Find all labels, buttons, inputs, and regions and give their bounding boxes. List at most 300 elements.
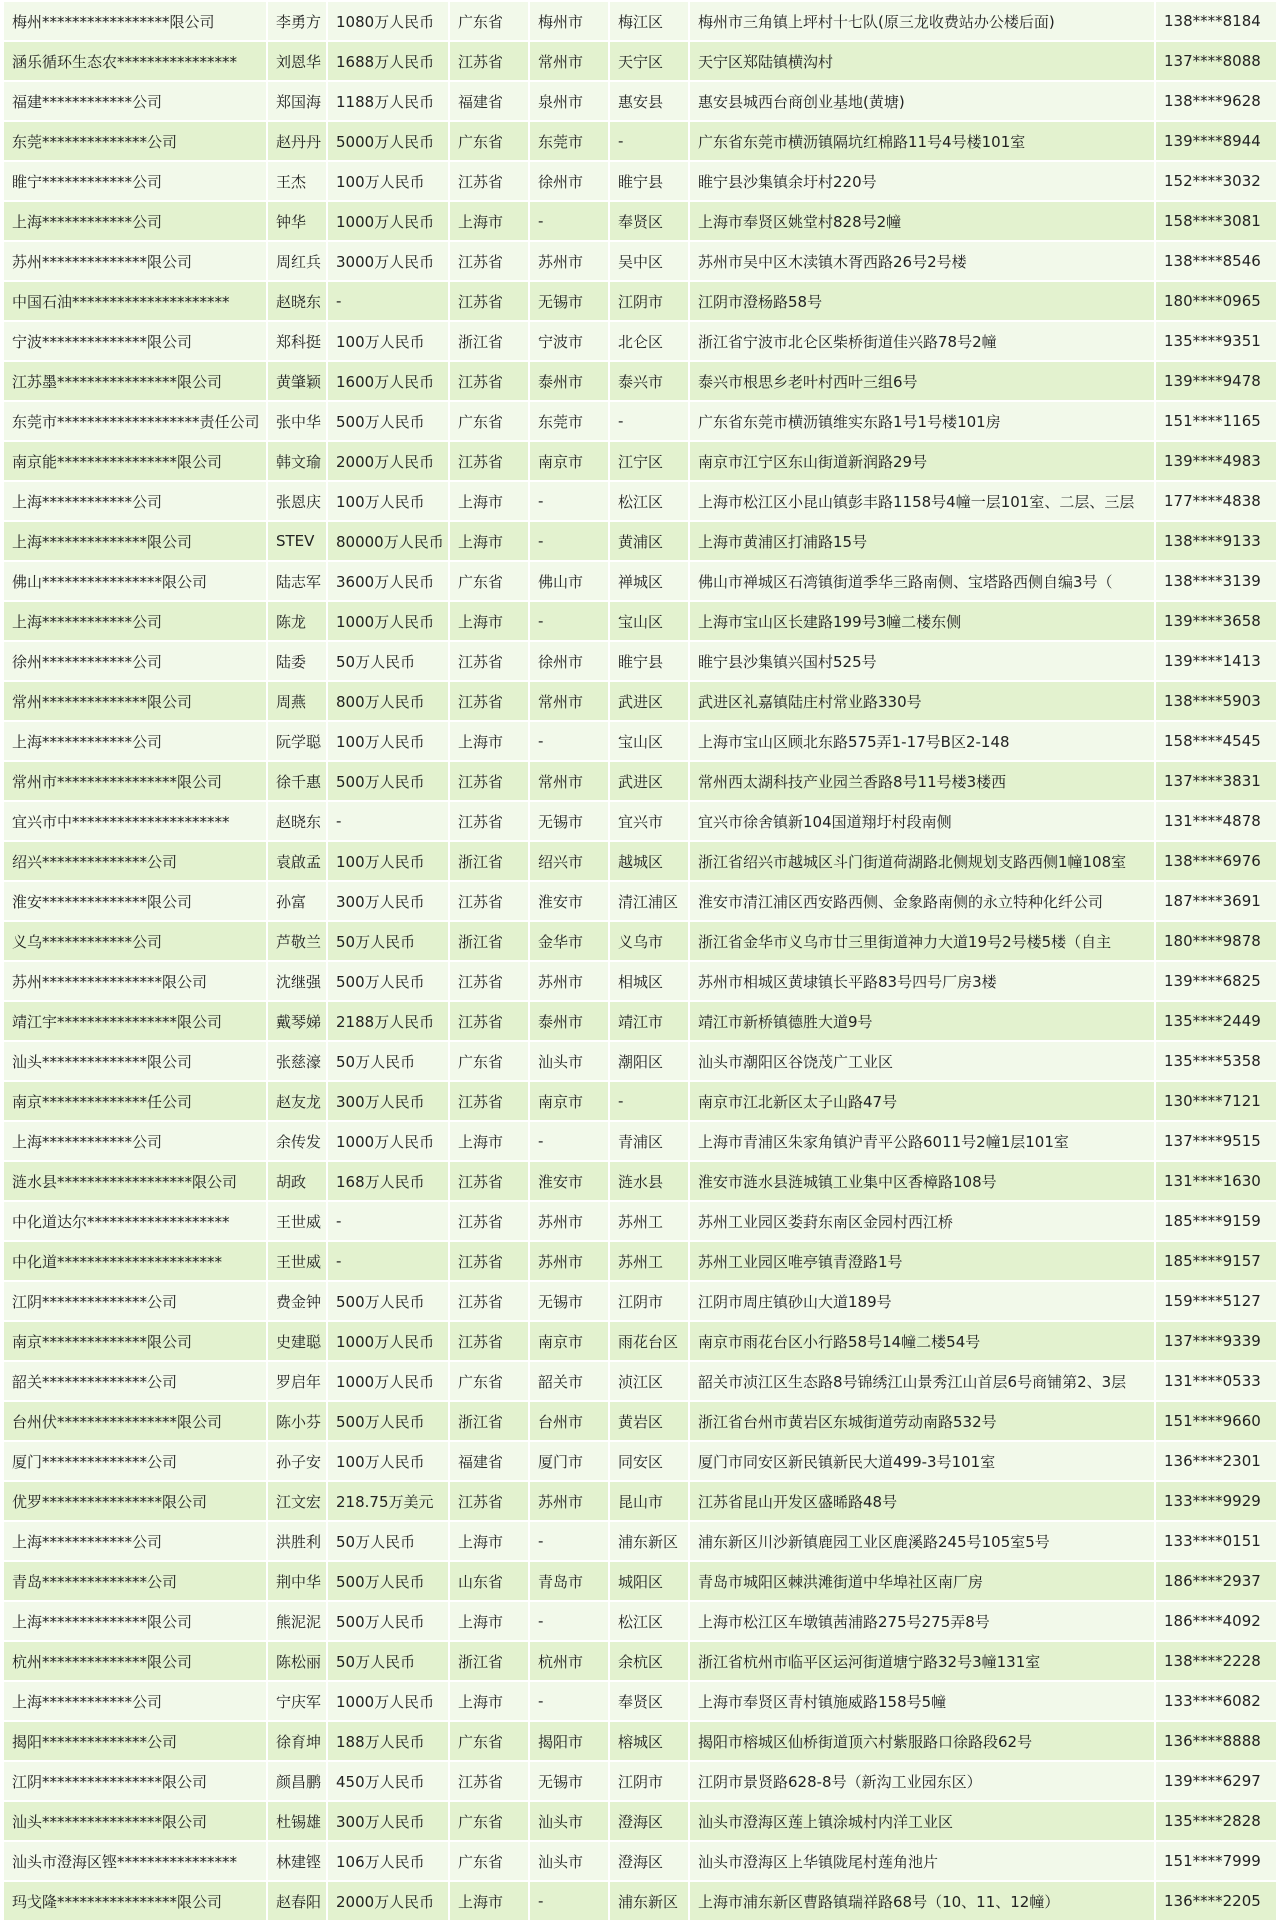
address-cell: 泰兴市根思乡老叶村西叶三组6号 [690, 362, 1154, 400]
city-cell: 泉州市 [530, 82, 608, 120]
contact-name-cell: 郑科挺 [268, 322, 326, 360]
table-row [4, 442, 1276, 480]
address-cell: 上海市松江区小昆山镇彭丰路1158号4幢一层101室、二层、三层 [690, 482, 1154, 520]
district-cell: 江阴市 [610, 1282, 688, 1320]
district-cell: 江宁区 [610, 442, 688, 480]
province-cell: 江苏省 [450, 1082, 528, 1120]
registered-capital-cell: 1000万人民币 [328, 1322, 448, 1360]
contact-name-cell: 李勇方 [268, 2, 326, 40]
province-cell: 上海市 [450, 202, 528, 240]
company-name-cell: 中化道********************** [4, 1242, 266, 1280]
province-cell: 广东省 [450, 1362, 528, 1400]
table-row [4, 602, 1276, 640]
registered-capital-cell: 500万人民币 [328, 1282, 448, 1320]
address-cell: 浙江省金华市义乌市廿三里街道神力大道19号2号楼5楼（自主 [690, 922, 1154, 960]
phone-cell: 158****4545 [1156, 722, 1276, 760]
province-cell: 广东省 [450, 2, 528, 40]
phone-cell: 139****4983 [1156, 442, 1276, 480]
registered-capital-cell: - [328, 802, 448, 840]
city-cell: 汕头市 [530, 1842, 608, 1880]
district-cell: 苏州工 [610, 1242, 688, 1280]
city-cell: 佛山市 [530, 562, 608, 600]
province-cell: 广东省 [450, 122, 528, 160]
phone-cell: 152****3032 [1156, 162, 1276, 200]
company-name-cell: 上海************公司 [4, 202, 266, 240]
table-row [4, 1802, 1276, 1840]
table-row [4, 802, 1276, 840]
contact-name-cell: 宁庆军 [268, 1682, 326, 1720]
table-row [4, 202, 1276, 240]
contact-name-cell: 陈小芬 [268, 1402, 326, 1440]
district-cell: 泰兴市 [610, 362, 688, 400]
company-name-cell: 青岛**************公司 [4, 1562, 266, 1600]
contact-name-cell: 刘恩华 [268, 42, 326, 80]
address-cell: 淮安市清江浦区西安路西侧、金象路南侧的永立特种化纤公司 [690, 882, 1154, 920]
phone-cell: 138****8546 [1156, 242, 1276, 280]
phone-cell: 135****9351 [1156, 322, 1276, 360]
contact-name-cell: 王杰 [268, 162, 326, 200]
table-row [4, 842, 1276, 880]
contact-name-cell: 王世威 [268, 1202, 326, 1240]
company-name-cell: 常州**************限公司 [4, 682, 266, 720]
address-cell: 浙江省杭州市临平区运河街道塘宁路32号3幢131室 [690, 1642, 1154, 1680]
district-cell: 越城区 [610, 842, 688, 880]
address-cell: 睢宁县沙集镇余圩村220号 [690, 162, 1154, 200]
contact-name-cell: 陈龙 [268, 602, 326, 640]
phone-cell: 131****0533 [1156, 1362, 1276, 1400]
address-cell: 上海市宝山区顾北东路575弄1-17号B区2-148 [690, 722, 1154, 760]
city-cell: 台州市 [530, 1402, 608, 1440]
contact-name-cell: 陆志军 [268, 562, 326, 600]
phone-cell: 158****3081 [1156, 202, 1276, 240]
table-row [4, 682, 1276, 720]
district-cell: 武进区 [610, 682, 688, 720]
company-name-cell: 上海************公司 [4, 1522, 266, 1560]
registered-capital-cell: 1188万人民币 [328, 82, 448, 120]
district-cell: 天宁区 [610, 42, 688, 80]
city-cell: 泰州市 [530, 362, 608, 400]
province-cell: 上海市 [450, 1602, 528, 1640]
contact-name-cell: 王世威 [268, 1242, 326, 1280]
district-cell: - [610, 402, 688, 440]
city-cell: 南京市 [530, 442, 608, 480]
city-cell: 绍兴市 [530, 842, 608, 880]
contact-name-cell: 黄肇颖 [268, 362, 326, 400]
registered-capital-cell: 100万人民币 [328, 722, 448, 760]
address-cell: 广东省东莞市横沥镇维实东路1号1号楼101房 [690, 402, 1154, 440]
registered-capital-cell: 100万人民币 [328, 842, 448, 880]
city-cell: - [530, 1682, 608, 1720]
city-cell: 苏州市 [530, 1482, 608, 1520]
city-cell: 东莞市 [530, 402, 608, 440]
registered-capital-cell: 500万人民币 [328, 1602, 448, 1640]
phone-cell: 186****2937 [1156, 1562, 1276, 1600]
registered-capital-cell: 5000万人民币 [328, 122, 448, 160]
address-cell: 苏州工业园区娄葑东南区金园村西江桥 [690, 1202, 1154, 1240]
city-cell: - [530, 602, 608, 640]
company-name-cell: 绍兴**************公司 [4, 842, 266, 880]
phone-cell: 138****3139 [1156, 562, 1276, 600]
registered-capital-cell: 2000万人民币 [328, 442, 448, 480]
province-cell: 广东省 [450, 562, 528, 600]
province-cell: 江苏省 [450, 1762, 528, 1800]
table-row [4, 1682, 1276, 1720]
phone-cell: 177****4838 [1156, 482, 1276, 520]
district-cell: 城阳区 [610, 1562, 688, 1600]
district-cell: 宝山区 [610, 722, 688, 760]
company-name-cell: 苏州**************限公司 [4, 242, 266, 280]
province-cell: 浙江省 [450, 922, 528, 960]
phone-cell: 136****8888 [1156, 1722, 1276, 1760]
city-cell: 无锡市 [530, 1282, 608, 1320]
phone-cell: 131****1630 [1156, 1162, 1276, 1200]
table-row [4, 1282, 1276, 1320]
company-name-cell: 上海************公司 [4, 602, 266, 640]
phone-cell: 135****2449 [1156, 1002, 1276, 1040]
table-row [4, 1602, 1276, 1640]
registered-capital-cell: 500万人民币 [328, 402, 448, 440]
district-cell: 宜兴市 [610, 802, 688, 840]
table-row [4, 1842, 1276, 1880]
province-cell: 江苏省 [450, 162, 528, 200]
contact-name-cell: 阮学聪 [268, 722, 326, 760]
district-cell: 同安区 [610, 1442, 688, 1480]
address-cell: 厦门市同安区新民镇新民大道499-3号101室 [690, 1442, 1154, 1480]
phone-cell: 139****1413 [1156, 642, 1276, 680]
address-cell: 上海市青浦区朱家角镇沪青平公路6011号2幢1层101室 [690, 1122, 1154, 1160]
registered-capital-cell: 80000万人民币 [328, 522, 448, 560]
city-cell: 苏州市 [530, 242, 608, 280]
city-cell: 苏州市 [530, 1202, 608, 1240]
district-cell: 浦东新区 [610, 1882, 688, 1920]
contact-name-cell: 孙富 [268, 882, 326, 920]
company-name-cell: 南京能****************限公司 [4, 442, 266, 480]
phone-cell: 186****4092 [1156, 1602, 1276, 1640]
table-row [4, 282, 1276, 320]
city-cell: - [530, 1122, 608, 1160]
registered-capital-cell: 50万人民币 [328, 1042, 448, 1080]
address-cell: 汕头市潮阳区谷饶茂广工业区 [690, 1042, 1154, 1080]
contact-name-cell: 张恩庆 [268, 482, 326, 520]
province-cell: 江苏省 [450, 1202, 528, 1240]
company-name-cell: 江阴****************限公司 [4, 1762, 266, 1800]
district-cell: 江阴市 [610, 1762, 688, 1800]
company-name-cell: 揭阳**************公司 [4, 1722, 266, 1760]
address-cell: 江阴市周庄镇砂山大道189号 [690, 1282, 1154, 1320]
address-cell: 韶关市浈江区生态路8号锦绣江山景秀江山首层6号商铺第2、3层 [690, 1362, 1154, 1400]
table-row [4, 1242, 1276, 1280]
registered-capital-cell: 50万人民币 [328, 922, 448, 960]
phone-cell: 133****6082 [1156, 1682, 1276, 1720]
registered-capital-cell: 100万人民币 [328, 482, 448, 520]
contact-name-cell: 韩文瑜 [268, 442, 326, 480]
company-name-cell: 杭州**************限公司 [4, 1642, 266, 1680]
contact-name-cell: 史建聪 [268, 1322, 326, 1360]
table-row [4, 1042, 1276, 1080]
phone-cell: 130****7121 [1156, 1082, 1276, 1120]
address-cell: 南京市江北新区太子山路47号 [690, 1082, 1154, 1120]
phone-cell: 138****2228 [1156, 1642, 1276, 1680]
city-cell: 泰州市 [530, 1002, 608, 1040]
contact-name-cell: 赵友龙 [268, 1082, 326, 1120]
district-cell: 松江区 [610, 1602, 688, 1640]
district-cell: 奉贤区 [610, 1682, 688, 1720]
address-cell: 淮安市涟水县涟城镇工业集中区香樟路108号 [690, 1162, 1154, 1200]
company-name-cell: 宁波**************限公司 [4, 322, 266, 360]
address-cell: 揭阳市榕城区仙桥街道顶六村紫服路口徐路段62号 [690, 1722, 1154, 1760]
city-cell: 青岛市 [530, 1562, 608, 1600]
phone-cell: 151****7999 [1156, 1842, 1276, 1880]
district-cell: 禅城区 [610, 562, 688, 600]
address-cell: 惠安县城西台商创业基地(黄塘) [690, 82, 1154, 120]
company-name-cell: 东莞**************公司 [4, 122, 266, 160]
contact-name-cell: 孙子安 [268, 1442, 326, 1480]
address-cell: 靖江市新桥镇德胜大道9号 [690, 1002, 1154, 1040]
registered-capital-cell: 1000万人民币 [328, 1122, 448, 1160]
table-row [4, 122, 1276, 160]
table-row [4, 1882, 1276, 1920]
address-cell: 苏州市吴中区木渎镇木胥西路26号2号楼 [690, 242, 1154, 280]
table-row [4, 1482, 1276, 1520]
province-cell: 福建省 [450, 82, 528, 120]
contact-name-cell: 赵晓东 [268, 802, 326, 840]
address-cell: 南京市江宁区东山街道新润路29号 [690, 442, 1154, 480]
phone-cell: 135****2828 [1156, 1802, 1276, 1840]
contact-name-cell: 熊泥泥 [268, 1602, 326, 1640]
company-name-cell: 上海**************限公司 [4, 522, 266, 560]
table-row [4, 1562, 1276, 1600]
district-cell: 黄岩区 [610, 1402, 688, 1440]
province-cell: 江苏省 [450, 882, 528, 920]
company-name-cell: 江阴**************公司 [4, 1282, 266, 1320]
city-cell: 宁波市 [530, 322, 608, 360]
table-row [4, 1522, 1276, 1560]
province-cell: 上海市 [450, 602, 528, 640]
city-cell: - [530, 482, 608, 520]
company-name-cell: 上海************公司 [4, 482, 266, 520]
table-row [4, 42, 1276, 80]
company-name-cell: 南京**************限公司 [4, 1322, 266, 1360]
table-row [4, 242, 1276, 280]
province-cell: 广东省 [450, 1042, 528, 1080]
table-row [4, 1202, 1276, 1240]
city-cell: 常州市 [530, 682, 608, 720]
city-cell: - [530, 202, 608, 240]
table-row [4, 1122, 1276, 1160]
city-cell: - [530, 1522, 608, 1560]
table-row [4, 1722, 1276, 1760]
phone-cell: 180****9878 [1156, 922, 1276, 960]
address-cell: 佛山市禅城区石湾镇街道季华三路南侧、宝塔路西侧自编3号（ [690, 562, 1154, 600]
district-cell: 澄海区 [610, 1842, 688, 1880]
district-cell: 北仑区 [610, 322, 688, 360]
contact-name-cell: 张慈濠 [268, 1042, 326, 1080]
city-cell: 汕头市 [530, 1042, 608, 1080]
province-cell: 广东省 [450, 1722, 528, 1760]
district-cell: 江阴市 [610, 282, 688, 320]
phone-cell: 138****8184 [1156, 2, 1276, 40]
district-cell: 苏州工 [610, 1202, 688, 1240]
company-name-cell: 宜兴市中********************* [4, 802, 266, 840]
table-row [4, 922, 1276, 960]
province-cell: 江苏省 [450, 802, 528, 840]
province-cell: 浙江省 [450, 1402, 528, 1440]
registered-capital-cell: 500万人民币 [328, 962, 448, 1000]
registered-capital-cell: - [328, 282, 448, 320]
district-cell: 睢宁县 [610, 162, 688, 200]
district-cell: 澄海区 [610, 1802, 688, 1840]
address-cell: 青岛市城阳区棘洪滩街道中华埠社区南厂房 [690, 1562, 1154, 1600]
company-name-cell: 中国石油********************* [4, 282, 266, 320]
province-cell: 山东省 [450, 1562, 528, 1600]
district-cell: 青浦区 [610, 1122, 688, 1160]
table-row [4, 1082, 1276, 1120]
address-cell: 南京市雨花台区小行路58号14幢二楼54号 [690, 1322, 1154, 1360]
city-cell: 梅州市 [530, 2, 608, 40]
district-cell: 黄浦区 [610, 522, 688, 560]
company-name-cell: 南京**************任公司 [4, 1082, 266, 1120]
registered-capital-cell: 3600万人民币 [328, 562, 448, 600]
company-name-cell: 苏州****************限公司 [4, 962, 266, 1000]
phone-cell: 180****0965 [1156, 282, 1276, 320]
city-cell: 常州市 [530, 42, 608, 80]
registered-capital-cell: 800万人民币 [328, 682, 448, 720]
city-cell: - [530, 1882, 608, 1920]
contact-name-cell: 胡政 [268, 1162, 326, 1200]
table-row [4, 1162, 1276, 1200]
company-name-cell: 汕头**************限公司 [4, 1042, 266, 1080]
district-cell: 余杭区 [610, 1642, 688, 1680]
contact-name-cell: 戴琴娣 [268, 1002, 326, 1040]
district-cell: 吴中区 [610, 242, 688, 280]
registered-capital-cell: 1000万人民币 [328, 1682, 448, 1720]
contact-name-cell: 罗启年 [268, 1362, 326, 1400]
city-cell: 常州市 [530, 762, 608, 800]
city-cell: 汕头市 [530, 1802, 608, 1840]
city-cell: 无锡市 [530, 282, 608, 320]
province-cell: 江苏省 [450, 242, 528, 280]
contact-name-cell: 赵丹丹 [268, 122, 326, 160]
table-row [4, 962, 1276, 1000]
registered-capital-cell: 1000万人民币 [328, 202, 448, 240]
address-cell: 江苏省昆山开发区盛晞路48号 [690, 1482, 1154, 1520]
address-cell: 武进区礼嘉镇陆庄村常业路330号 [690, 682, 1154, 720]
contact-name-cell: 芦敬兰 [268, 922, 326, 960]
province-cell: 浙江省 [450, 1642, 528, 1680]
district-cell: 梅江区 [610, 2, 688, 40]
registered-capital-cell: 500万人民币 [328, 1562, 448, 1600]
district-cell: 武进区 [610, 762, 688, 800]
company-name-cell: 涟水县******************限公司 [4, 1162, 266, 1200]
phone-cell: 151****1165 [1156, 402, 1276, 440]
province-cell: 江苏省 [450, 1322, 528, 1360]
address-cell: 宜兴市徐舍镇新104国道翔圩村段南侧 [690, 802, 1154, 840]
registered-capital-cell: 218.75万美元 [328, 1482, 448, 1520]
address-cell: 上海市奉贤区青村镇施威路158号5幢 [690, 1682, 1154, 1720]
registered-capital-cell: 300万人民币 [328, 1082, 448, 1120]
district-cell: 浦东新区 [610, 1522, 688, 1560]
contact-name-cell: 周燕 [268, 682, 326, 720]
phone-cell: 138****9628 [1156, 82, 1276, 120]
province-cell: 江苏省 [450, 1482, 528, 1520]
table-row [4, 1002, 1276, 1040]
province-cell: 福建省 [450, 1442, 528, 1480]
phone-cell: 131****4878 [1156, 802, 1276, 840]
phone-cell: 137****9515 [1156, 1122, 1276, 1160]
province-cell: 上海市 [450, 1522, 528, 1560]
district-cell: 雨花台区 [610, 1322, 688, 1360]
table-row [4, 1442, 1276, 1480]
company-name-cell: 优罗****************限公司 [4, 1482, 266, 1520]
registered-capital-cell: 106万人民币 [328, 1842, 448, 1880]
phone-cell: 138****9133 [1156, 522, 1276, 560]
company-name-cell: 上海************公司 [4, 1682, 266, 1720]
address-cell: 上海市浦东新区曹路镇瑞祥路68号（10、11、12幢） [690, 1882, 1154, 1920]
city-cell: 杭州市 [530, 1642, 608, 1680]
phone-cell: 185****9159 [1156, 1202, 1276, 1240]
registered-capital-cell: 300万人民币 [328, 1802, 448, 1840]
district-cell: 松江区 [610, 482, 688, 520]
address-cell: 上海市黄浦区打浦路15号 [690, 522, 1154, 560]
table-row [4, 362, 1276, 400]
contact-name-cell: 杜锡雄 [268, 1802, 326, 1840]
phone-cell: 139****9478 [1156, 362, 1276, 400]
company-name-cell: 上海************公司 [4, 1122, 266, 1160]
registered-capital-cell: 1000万人民币 [328, 602, 448, 640]
address-cell: 睢宁县沙集镇兴国村525号 [690, 642, 1154, 680]
company-table [2, 0, 1278, 1922]
phone-cell: 159****5127 [1156, 1282, 1276, 1320]
table-row [4, 402, 1276, 440]
table-row [4, 1402, 1276, 1440]
registered-capital-cell: 300万人民币 [328, 882, 448, 920]
company-name-cell: 睢宁************公司 [4, 162, 266, 200]
registered-capital-cell: 1000万人民币 [328, 1362, 448, 1400]
table-row [4, 82, 1276, 120]
registered-capital-cell: 2188万人民币 [328, 1002, 448, 1040]
province-cell: 广东省 [450, 1842, 528, 1880]
phone-cell: 139****3658 [1156, 602, 1276, 640]
province-cell: 江苏省 [450, 1282, 528, 1320]
registered-capital-cell: 450万人民币 [328, 1762, 448, 1800]
phone-cell: 133****9929 [1156, 1482, 1276, 1520]
contact-name-cell: 周红兵 [268, 242, 326, 280]
registered-capital-cell: 500万人民币 [328, 1402, 448, 1440]
phone-cell: 137****3831 [1156, 762, 1276, 800]
contact-name-cell: 赵春阳 [268, 1882, 326, 1920]
address-cell: 广东省东莞市横沥镇隔坑红棉路11号4号楼101室 [690, 122, 1154, 160]
city-cell: 南京市 [530, 1322, 608, 1360]
district-cell: 惠安县 [610, 82, 688, 120]
contact-name-cell: 洪胜利 [268, 1522, 326, 1560]
address-cell: 浙江省绍兴市越城区斗门街道荷湖路北侧规划支路西侧1幢108室 [690, 842, 1154, 880]
company-name-cell: 厦门**************公司 [4, 1442, 266, 1480]
address-cell: 梅州市三角镇上坪村十七队(原三龙收费站办公楼后面) [690, 2, 1154, 40]
address-cell: 苏州市相城区黄埭镇长平路83号四号厂房3楼 [690, 962, 1154, 1000]
city-cell: 淮安市 [530, 882, 608, 920]
company-name-cell: 佛山****************限公司 [4, 562, 266, 600]
province-cell: 上海市 [450, 1882, 528, 1920]
district-cell: 榕城区 [610, 1722, 688, 1760]
address-cell: 江阴市澄杨路58号 [690, 282, 1154, 320]
address-cell: 汕头市澄海区上华镇陇尾村莲角池片 [690, 1842, 1154, 1880]
contact-name-cell: 费金钟 [268, 1282, 326, 1320]
phone-cell: 139****6297 [1156, 1762, 1276, 1800]
contact-name-cell: 余传发 [268, 1122, 326, 1160]
district-cell: 清江浦区 [610, 882, 688, 920]
province-cell: 江苏省 [450, 682, 528, 720]
registered-capital-cell: 168万人民币 [328, 1162, 448, 1200]
